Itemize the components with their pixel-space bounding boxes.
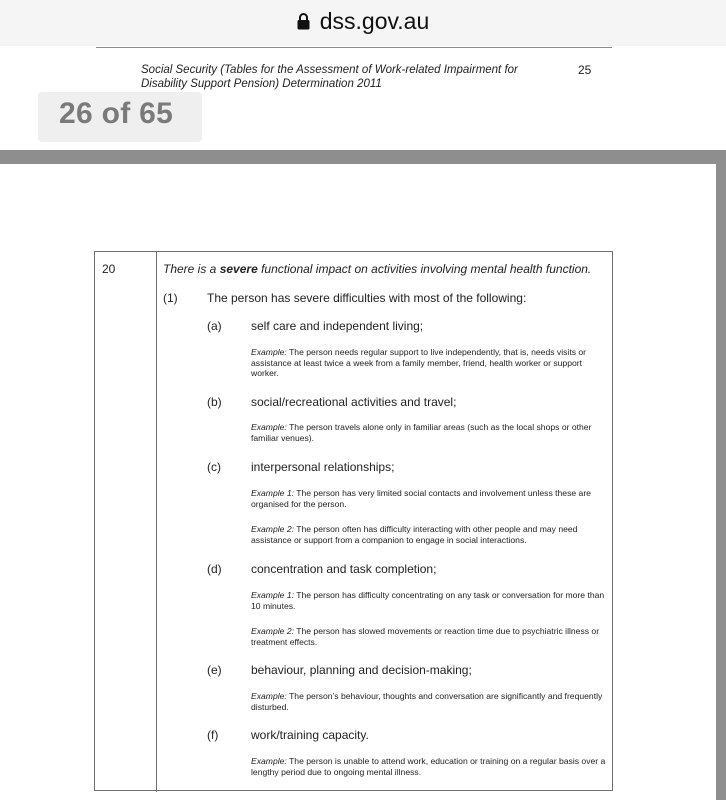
example-text: Example: The person’s behaviour, thoughts and conversation are significantly and frequently disturbed.: [251, 691, 603, 712]
paragraph-label: (e): [207, 663, 222, 677]
subsection-number: (1): [163, 291, 178, 305]
browser-url-bar[interactable]: [0, 0, 726, 46]
page-counter-badge: [38, 92, 202, 142]
paragraph-label: (d): [207, 562, 222, 576]
paragraph-label: (a): [207, 319, 222, 333]
paragraph-text: behaviour, planning and decision-making;: [251, 663, 472, 677]
example-text: Example 2: The person has slowed movements or reaction time due to psychiatric illness or treatment effects.: [251, 626, 600, 647]
item-title: There is a severe functional impact on activities involving mental health function.: [163, 262, 592, 276]
impairment-table: [94, 251, 613, 791]
page-edge: [716, 150, 726, 800]
example-text: Example: The person is unable to attend work, education or training on a regular basis over a lengthy period due to ongoing mental illness.: [251, 756, 606, 777]
paragraph-text: work/training capacity.: [251, 728, 369, 742]
example-text: Example 1: The person has difficulty concentrating on any task or conversation for more than 10 minutes.: [251, 590, 605, 611]
severity-term: severe: [219, 262, 258, 276]
lock-icon: [297, 12, 310, 30]
column-divider: [156, 252, 157, 792]
paragraph-text: concentration and task completion;: [251, 562, 437, 576]
example-text: Example 1: The person has very limited social contacts and involvement unless these are organised for the person.: [251, 488, 591, 509]
url-text: dss.gov.au: [319, 8, 430, 34]
paragraph-text: social/recreational activities and travel;: [251, 395, 457, 409]
paragraph-text: interpersonal relationships;: [251, 460, 395, 474]
header-rule: [96, 47, 612, 48]
paragraph-label: (b): [207, 395, 222, 409]
example-text: Example 2: The person often has difficulty interacting with other people and may need assistance or support from a companion to engage in social interactions.: [251, 524, 578, 545]
paragraph-text: self care and independent living;: [251, 319, 424, 333]
example-text: Example: The person travels alone only in familiar areas (such as the local shops or other familiar venues).: [251, 422, 592, 443]
page-number: 25: [578, 63, 592, 77]
page-counter-text: 26 of 65: [59, 97, 174, 130]
url-display[interactable]: [0, 8, 726, 35]
paragraph-label: (c): [207, 460, 221, 474]
paragraph-label: (f): [207, 728, 219, 742]
page-separator: [0, 150, 726, 164]
row-number: 20: [102, 262, 116, 276]
subsection-text: The person has severe difficulties with most of the following:: [207, 291, 527, 305]
example-text: Example: The person needs regular support to live independently, that is, needs visits or assistance at least twice a week from a family member, friend, health worker or support worker.: [251, 347, 587, 379]
running-header: Social Security (Tables for the Assessment of Work-related Impairment for Disability Support Pension) Determination 2011: [141, 64, 518, 90]
